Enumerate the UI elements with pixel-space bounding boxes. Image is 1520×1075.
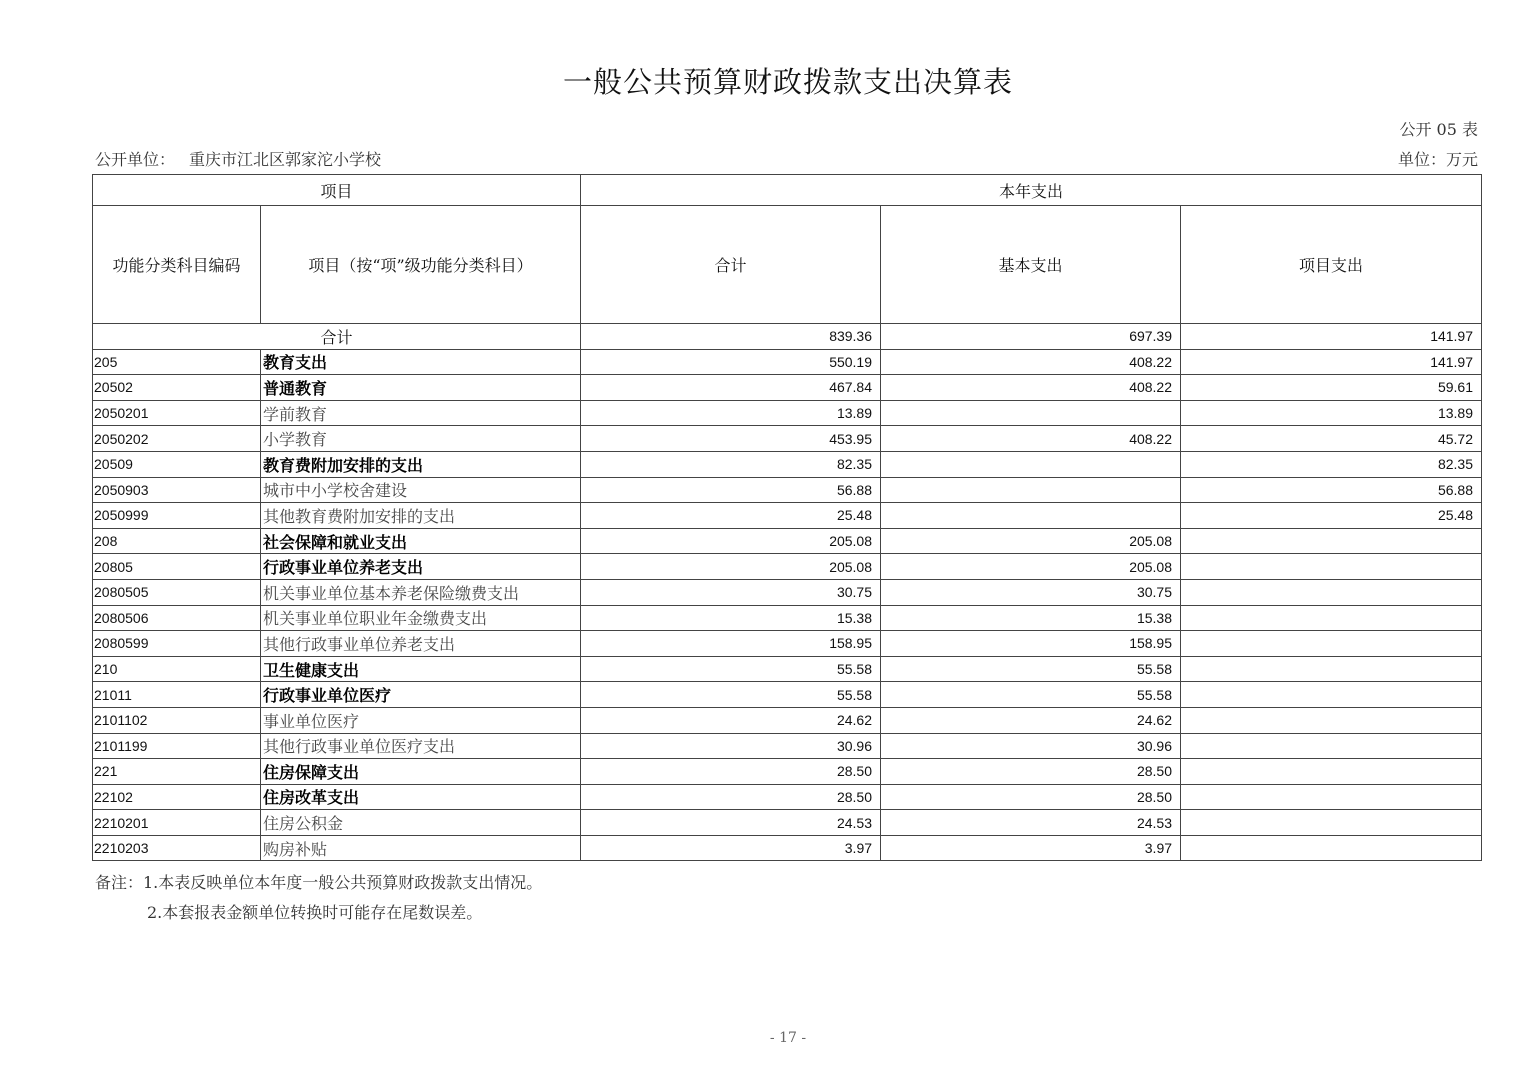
row-total: 28.50 (581, 759, 881, 785)
notes (95, 868, 542, 928)
row-total: 28.50 (581, 784, 881, 810)
row-basic: 158.95 (881, 631, 1181, 657)
row-total: 55.58 (581, 682, 881, 708)
page-title: 一般公共预算财政拨款支出决算表 (562, 65, 1013, 99)
row-total: 3.97 (581, 835, 881, 861)
row-basic (881, 503, 1181, 529)
row-code: 205 (93, 349, 261, 375)
row-item-name: 其他行政事业单位医疗支出 (261, 733, 581, 759)
row-code: 20805 (93, 554, 261, 580)
row-total: 158.95 (581, 631, 881, 657)
header-code: 功能分类科目编码 (93, 206, 261, 324)
row-basic: 24.53 (881, 810, 1181, 836)
row-item-name: 机关事业单位职业年金缴费支出 (261, 605, 581, 631)
row-total: 24.53 (581, 810, 881, 836)
row-basic: 55.58 (881, 682, 1181, 708)
row-code: 20509 (93, 451, 261, 477)
table-row (93, 579, 1482, 605)
row-project (1181, 656, 1482, 682)
row-basic (881, 400, 1181, 426)
row-total: 205.08 (581, 528, 881, 554)
row-code: 2080505 (93, 579, 261, 605)
row-basic: 30.96 (881, 733, 1181, 759)
row-total: 56.88 (581, 477, 881, 503)
row-project: 59.61 (1181, 375, 1482, 401)
row-project (1181, 784, 1482, 810)
row-basic: 15.38 (881, 605, 1181, 631)
table-row (93, 631, 1482, 657)
row-item-name: 行政事业单位医疗 (261, 682, 581, 708)
reporting-unit (95, 147, 381, 170)
row-code: 2050903 (93, 477, 261, 503)
row-basic: 205.08 (881, 528, 1181, 554)
table-row (93, 528, 1482, 554)
row-basic (881, 477, 1181, 503)
row-total: 30.75 (581, 579, 881, 605)
row-item-name: 购房补贴 (261, 835, 581, 861)
row-code: 21011 (93, 682, 261, 708)
row-project: 82.35 (1181, 451, 1482, 477)
note-2: 2.本套报表金额单位转换时可能存在尾数误差。 (147, 903, 483, 922)
header-total: 合计 (581, 206, 881, 324)
row-code: 2080506 (93, 605, 261, 631)
row-code: 210 (93, 656, 261, 682)
row-basic: 30.75 (881, 579, 1181, 605)
row-item-name: 学前教育 (261, 400, 581, 426)
header-item: 项目（按“项”级功能分类科目） (261, 206, 581, 324)
row-project: 25.48 (1181, 503, 1482, 529)
row-code: 20502 (93, 375, 261, 401)
row-project (1181, 579, 1482, 605)
header-row-2 (93, 206, 1482, 324)
row-code: 2050999 (93, 503, 261, 529)
row-total: 82.35 (581, 451, 881, 477)
expense-table (92, 174, 1482, 861)
table-row (93, 554, 1482, 580)
row-total: 467.84 (581, 375, 881, 401)
row-project (1181, 835, 1482, 861)
row-total: 55.58 (581, 656, 881, 682)
row-project: 141.97 (1181, 349, 1482, 375)
table-row (93, 451, 1482, 477)
total-row-project: 141.97 (1181, 324, 1482, 350)
row-project: 56.88 (1181, 477, 1482, 503)
reporting-unit-name: 重庆市江北区郭家沱小学校 (189, 150, 382, 169)
row-item-name: 教育支出 (261, 349, 581, 375)
header-project: 项目 (93, 175, 581, 206)
row-project (1181, 605, 1482, 631)
table-row (93, 682, 1482, 708)
row-code: 2210203 (93, 835, 261, 861)
table-row (93, 656, 1482, 682)
row-code: 2050202 (93, 426, 261, 452)
currency-unit: 单位：万元 (1397, 150, 1478, 169)
row-project (1181, 554, 1482, 580)
row-code: 2050201 (93, 400, 261, 426)
row-total: 15.38 (581, 605, 881, 631)
row-project (1181, 528, 1482, 554)
row-code: 22102 (93, 784, 261, 810)
table-row (93, 503, 1482, 529)
row-basic (881, 451, 1181, 477)
row-project (1181, 707, 1482, 733)
table-row (93, 375, 1482, 401)
page-number: - 17 - (769, 1030, 807, 1046)
row-code: 221 (93, 759, 261, 785)
row-basic: 408.22 (881, 349, 1181, 375)
row-project: 13.89 (1181, 400, 1482, 426)
row-project (1181, 810, 1482, 836)
row-total: 30.96 (581, 733, 881, 759)
row-total: 550.19 (581, 349, 881, 375)
table-row (93, 810, 1482, 836)
row-total: 205.08 (581, 554, 881, 580)
row-total: 24.62 (581, 707, 881, 733)
row-code: 2101199 (93, 733, 261, 759)
row-basic: 28.50 (881, 784, 1181, 810)
row-item-name: 住房保障支出 (261, 759, 581, 785)
total-row (93, 324, 1482, 350)
row-item-name: 教育费附加安排的支出 (261, 451, 581, 477)
row-item-name: 城市中小学校舍建设 (261, 477, 581, 503)
row-project (1181, 733, 1482, 759)
row-item-name: 住房公积金 (261, 810, 581, 836)
table-row (93, 707, 1482, 733)
total-row-basic: 697.39 (881, 324, 1181, 350)
table-row (93, 400, 1482, 426)
row-code: 2101102 (93, 707, 261, 733)
table-row (93, 426, 1482, 452)
row-project (1181, 631, 1482, 657)
row-code: 2210201 (93, 810, 261, 836)
row-project: 45.72 (1181, 426, 1482, 452)
table-row (93, 733, 1482, 759)
row-item-name: 事业单位医疗 (261, 707, 581, 733)
row-item-name: 机关事业单位基本养老保险缴费支出 (261, 579, 581, 605)
table-row (93, 605, 1482, 631)
row-item-name: 社会保障和就业支出 (261, 528, 581, 554)
table-row (93, 759, 1482, 785)
total-row-label: 合计 (93, 324, 581, 350)
table-row (93, 349, 1482, 375)
row-item-name: 住房改革支出 (261, 784, 581, 810)
table-row (93, 477, 1482, 503)
row-total: 25.48 (581, 503, 881, 529)
row-code: 208 (93, 528, 261, 554)
row-item-name: 卫生健康支出 (261, 656, 581, 682)
reporting-unit-label: 公开单位： (95, 150, 176, 169)
row-basic: 24.62 (881, 707, 1181, 733)
row-item-name: 普通教育 (261, 375, 581, 401)
row-basic: 408.22 (881, 426, 1181, 452)
row-basic: 28.50 (881, 759, 1181, 785)
row-item-name: 小学教育 (261, 426, 581, 452)
header-project-expense: 项目支出 (1181, 206, 1482, 324)
row-project (1181, 759, 1482, 785)
row-total: 453.95 (581, 426, 881, 452)
row-item-name: 其他教育费附加安排的支出 (261, 503, 581, 529)
row-basic: 205.08 (881, 554, 1181, 580)
row-basic: 55.58 (881, 656, 1181, 682)
total-row-total: 839.36 (581, 324, 881, 350)
row-item-name: 行政事业单位养老支出 (261, 554, 581, 580)
header-basic: 基本支出 (881, 206, 1181, 324)
row-item-name: 其他行政事业单位养老支出 (261, 631, 581, 657)
row-basic: 408.22 (881, 375, 1181, 401)
table-row (93, 784, 1482, 810)
row-project (1181, 682, 1482, 708)
row-total: 13.89 (581, 400, 881, 426)
table-row (93, 835, 1482, 861)
form-number: 公开 05 表 (1399, 120, 1478, 139)
header-annual-expense: 本年支出 (581, 175, 1482, 206)
note-1: 备注：1.本表反映单位本年度一般公共预算财政拨款支出情况。 (95, 873, 543, 892)
row-basic: 3.97 (881, 835, 1181, 861)
header-row-1 (93, 175, 1482, 206)
row-code: 2080599 (93, 631, 261, 657)
